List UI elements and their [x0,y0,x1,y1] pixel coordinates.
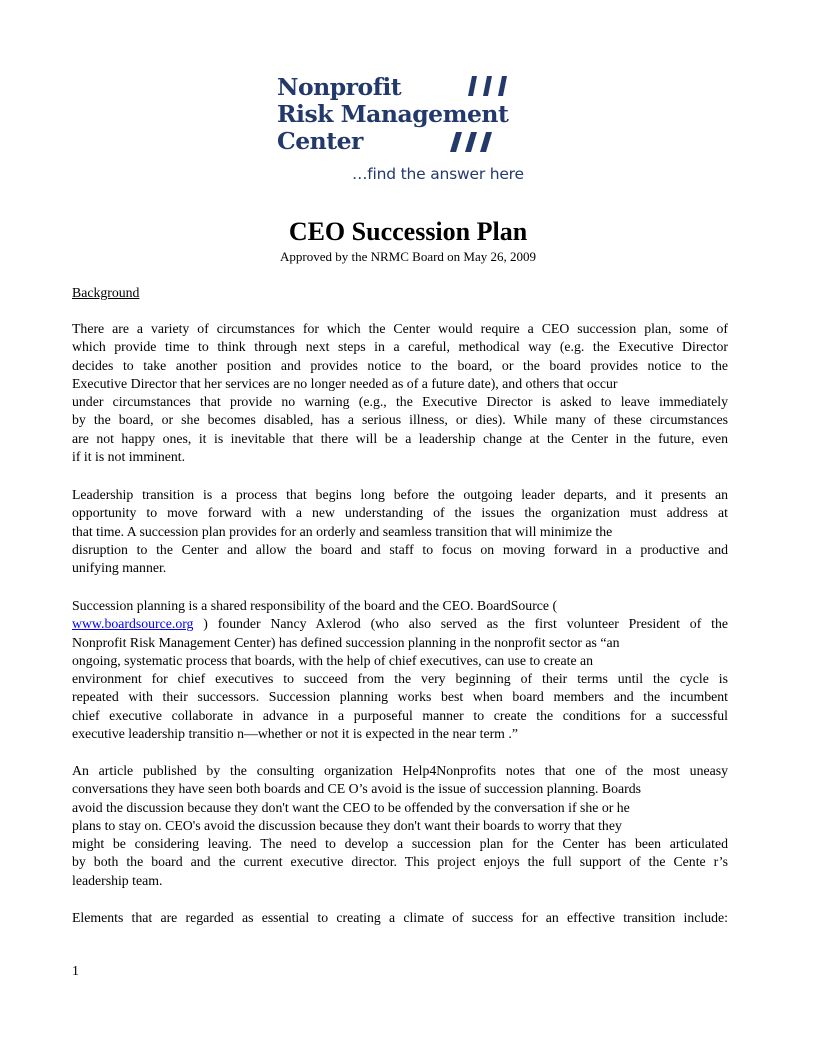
paragraph-line: by both the board and the current executive director. This project enjoys the full support of the Cente r’s [72,854,728,870]
paragraph-line: conversations they have seen both boards and CE O’s avoid is the issue of succession planning. Boards [72,781,642,797]
paragraph-line: might be considering leaving. The need to develop a succession plan for the Center has been articulated [72,836,728,852]
paragraph-line: Leadership transition is a process that begins long before the outgoing leader departs, and it presents an [72,487,728,502]
paragraph-line: Executive Director that her services are no longer needed as of a future date), and others that occur [72,375,618,391]
logo-line-3: Center [277,127,363,155]
paragraph-line: environment for chief executives to succeed from the very beginning of their terms until the cycle is [72,671,728,687]
paragraph-text: ) founder Nancy Axlerod (who also served as the first volunteer President of the [193,616,728,632]
paragraph-line: chief executive collaborate in advance in a purposeful manner to create the conditions for a successful [72,707,728,723]
paragraph-5 [72,909,728,927]
approval-subtitle: Approved by the NRMC Board on May 26, 2009 [279,249,536,264]
section-heading-background: Background [72,285,140,300]
paragraph-1 [72,320,728,466]
paragraph-line: An article published by the consulting organization Help4Nonprofits notes that one of the most uneasy [72,763,728,778]
paragraph-2 [72,486,728,577]
paragraph-line: decides to take another position and provides notice to the board, or the board provides notice to the [72,357,728,373]
paragraph-line: which provide time to think through next steps in a careful, methodical way (e.g. the Executive Director [72,339,728,355]
paragraph-line: leadership team. [72,872,163,888]
paragraph-line: ongoing, systematic process that boards, with the help of chief executives, can use to create an [72,652,594,668]
paragraph-4 [72,762,728,890]
paragraph-line: executive leadership transitio n—whether or not it is expected in the near term .” [72,726,518,742]
logo-tagline: …find the answer here [352,165,524,183]
paragraph-line: plans to stay on. CEO's avoid the discussion because they don't want their boards to worry that they [72,817,622,833]
paragraph-line [72,615,728,633]
paragraph-line: disruption to the Center and allow the board and staff to focus on moving forward in a productive and [72,541,728,557]
paragraph-line: are not happy ones, it is inevitable that there will be a leadership change at the Center in the future, even [72,430,728,446]
paragraph-3 [72,597,728,743]
paragraph-line: Succession planning is a shared responsibility of the board and the CEO. BoardSource ( [72,598,558,613]
paragraph-line: if it is not imminent. [72,449,186,465]
paragraph-line: under circumstances that provide no warning (e.g., the Executive Director is asked to leave immediately [72,394,728,410]
paragraph-line: unifying manner. [72,560,167,576]
paragraph-line: avoid the discussion because they don't want the CEO to be offended by the conversation if she or he [72,799,630,815]
document-title: CEO Succession Plan [288,217,528,246]
paragraph-line: There are a variety of circumstances for which the Center would require a CEO succession plan, some of [72,321,728,336]
paragraph-line: Elements that are regarded as essential to creating a climate of success for an effective transition include: [72,910,728,925]
paragraph-line: opportunity to move forward with a new understanding of the issues the organization must address at [72,505,728,521]
paragraph-line: Nonprofit Risk Management Center) has defined succession planning in the nonprofit sector as “an [72,634,620,650]
boardsource-link[interactable]: www.boardsource.org [72,616,194,632]
paragraph-line: that time. A succession plan provides for an orderly and seamless transition that will minimize the [72,523,613,539]
paragraph-line: repeated with their successors. Succession planning works best when board members and the incumbent [72,689,728,705]
paragraph-line: by the board, or she becomes disabled, has a serious illness, or dies). While many of these circumstances [72,412,728,428]
logo-line-1: Nonprofit [277,73,402,101]
nrmc-logo [276,70,540,192]
logo-line-2: Risk Management [277,100,509,128]
page-number: 1 [72,963,79,978]
